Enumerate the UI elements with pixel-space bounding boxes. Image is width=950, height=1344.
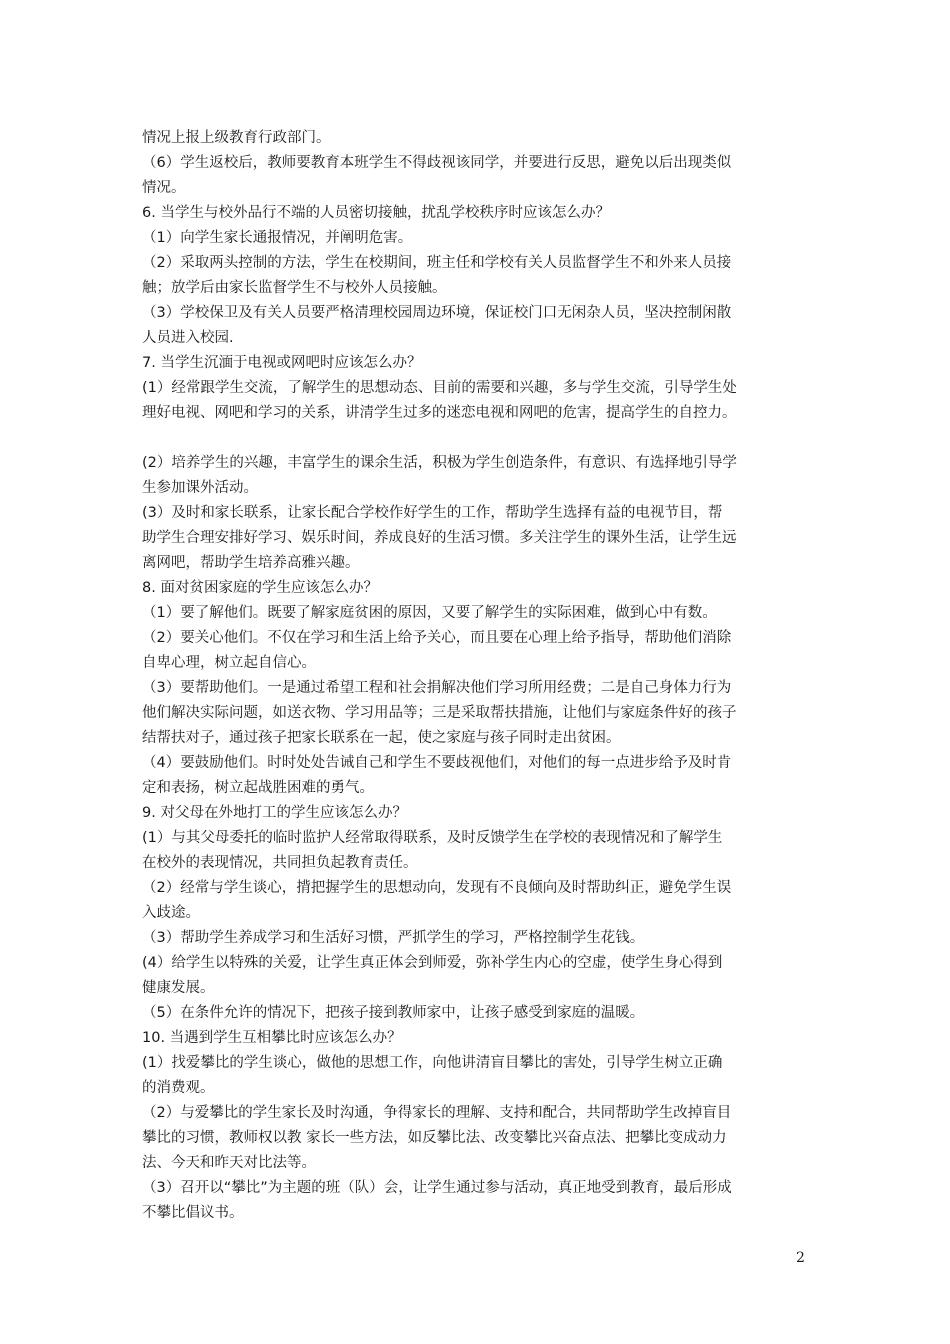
document-body [142, 126, 810, 1226]
text-line: 6. 当学生与校外品行不端的人员密切接触，扰乱学校秩序时应该怎么办？ [142, 205, 610, 221]
text-line: 7. 当学生沉湎于电视或网吧时应该怎么办？ [142, 355, 422, 371]
text-line: 9. 对父母在外地打工的学生应该怎么办？ [142, 805, 407, 821]
text-line: 理好电视、网吧和学习的关系，讲清学生过多的迷恋电视和网吧的危害，提高学生的自控力。 [142, 405, 737, 421]
text-line: (2）培养学生的兴趣，丰富学生的课余生活，积极为学生创造条件，有意识、有选择地引导学 [142, 455, 737, 471]
text-line: （1）要了解他们。既要了解家庭贫困的原因，又要了解学生的实际困难，做到心中有数。 [142, 605, 717, 621]
text-line [142, 426, 810, 451]
text-line: 入歧途。 [142, 905, 200, 921]
text-line: 情况上报上级教育行政部门。 [142, 130, 331, 146]
text-line: 攀比的习惯，教师权以教 家长一些方法，如反攀比法、改变攀比兴奋点法、把攀比变成动力 [142, 1130, 727, 1146]
text-line: 他们解决实际问题，如送衣物、学习用品等；三是采取帮扶措施，让他们与家庭条件好的孩子 [142, 705, 737, 721]
text-line: 在校外的表现情况，共同担负起教育责任。 [142, 855, 418, 871]
text-line: 不攀比倡议书。 [142, 1205, 244, 1221]
text-line: (1）找爱攀比的学生谈心，做他的思想工作，向他讲清盲目攀比的害处，引导学生树立正确 [142, 1055, 723, 1071]
text-line: 离网吧，帮助学生培养高雅兴趣。 [142, 555, 360, 571]
text-line: 生参加课外活动。 [142, 480, 258, 496]
text-line: 定和表扬，树立起战胜困难的勇气。 [142, 780, 374, 796]
text-line: 10. 当遇到学生互相攀比时应该怎么办？ [142, 1030, 402, 1046]
text-line: 8. 面对贫困家庭的学生应该怎么办？ [142, 580, 378, 596]
text-line: 结帮扶对子，通过孩子把家长联系在一起，使之家庭与孩子同时走出贫困。 [142, 730, 621, 746]
text-line: （3）帮助学生养成学习和生活好习惯，严抓学生的学习，严格控制学生花钱。 [142, 930, 645, 946]
text-line: (4）给学生以特殊的关爱，让学生真正体会到师爱，弥补学生内心的空虚，使学生身心得到 [142, 955, 723, 971]
text-line: （6）学生返校后，教师要教育本班学生不得歧视该同学，并要进行反思，避免以后出现类似 [142, 155, 732, 171]
page-number: 2 [796, 1250, 805, 1266]
text-line: 情况。 [142, 180, 186, 196]
text-line: 人员进入校园. [142, 330, 234, 346]
text-line: 助学生合理安排好学习、娱乐时间，养成良好的生活习惯。多关注学生的课外生活，让学生远 [142, 530, 737, 546]
text-line: （2）要关心他们。不仅在学习和生活上给予关心，而且要在心理上给予指导，帮助他们消除 [142, 630, 732, 646]
text-line: （3）召开以“攀比”为主题的班（队）会，让学生通过参与活动，真正地受到教育，最后形成 [142, 1180, 732, 1196]
text-line: 触；放学后由家长监督学生不与校外人员接触。 [142, 280, 447, 296]
text-line: （3）要帮助他们。一是通过希望工程和社会捐解决他们学习所用经费；二是自己身体力行为 [142, 680, 732, 696]
text-line: （2）与爱攀比的学生家长及时沟通，争得家长的理解、支持和配合，共同帮助学生改掉盲目 [142, 1105, 732, 1121]
text-line: （2）采取两头控制的方法，学生在校期间，班主任和学校有关人员监督学生不和外来人员接 [142, 255, 732, 271]
text-line: (3）及时和家长联系，让家长配合学校作好学生的工作，帮助学生选择有益的电视节目，帮 [142, 505, 723, 521]
text-line: （1）向学生家长通报情况，并阐明危害。 [142, 230, 413, 246]
text-line: 健康发展。 [142, 980, 215, 996]
text-line: （5）在条件允许的情况下，把孩子接到教师家中，让孩子感受到家庭的温暖。 [142, 1005, 645, 1021]
text-line: 自卑心理，树立起自信心。 [142, 655, 316, 671]
text-line: (1）经常跟学生交流，了解学生的思想动态、目前的需要和兴趣，多与学生交流，引导学生处 [142, 380, 737, 396]
text-line: （2）经常与学生谈心，揹把握学生的思想动向，发现有不良倾向及时帮助纠正，避免学生误 [142, 880, 732, 896]
text-line: （4）要鼓励他们。时时处处告诫自己和学生不要歧视他们，对他们的每一点进步给予及时肯 [142, 755, 732, 771]
text-line: 法、今天和昨天对比法等。 [142, 1155, 316, 1171]
text-line: 的消费观。 [142, 1080, 215, 1096]
text-line: (1）与其父母委托的临时监护人经常取得联系，及时反馈学生在学校的表现情况和了解学生 [142, 830, 723, 846]
text-line: （3）学校保卫及有关人员要严格清理校园周边环境，保证校门口无闲杂人员，坚决控制闲散 [142, 305, 732, 321]
